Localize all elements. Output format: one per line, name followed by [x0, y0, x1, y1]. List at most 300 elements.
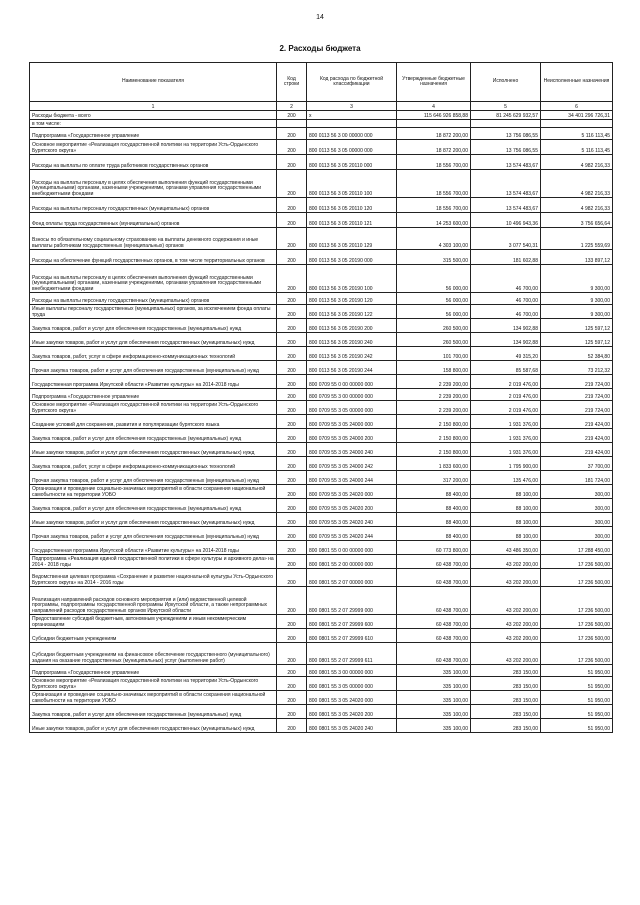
row-classification-cell — [307, 120, 397, 128]
row-unexecuted-cell: 51 950,00 — [541, 705, 613, 719]
row-classification-cell: 800 0113 56 3 05 20190 242 — [307, 347, 397, 361]
row-name-cell: Расходы на обеспечение функций государственных органов, в том числе территориальных органов — [30, 250, 277, 265]
row-classification-cell: 800 0801 55 2 07 29999 611 — [307, 643, 397, 665]
row-approved-cell — [397, 120, 471, 128]
table-row — [30, 429, 613, 443]
row-name-cell: Подпрограмма «Реализация единой государственной политики в сфере культуры и архивного дела» на 2014 - 2018 годы — [30, 555, 277, 569]
row-approved-cell: 88 400,00 — [397, 499, 471, 513]
table-row — [30, 170, 613, 198]
table-row — [30, 293, 613, 305]
row-unexecuted-cell: 125 597,12 — [541, 319, 613, 333]
row-name-cell: Иные закупки товаров, работ и услуг для обеспечения государственных (муниципальных) нужд — [30, 513, 277, 527]
row-code-cell: 200 — [277, 485, 307, 499]
table-row — [30, 265, 613, 293]
row-code-cell: 200 — [277, 691, 307, 705]
row-classification-cell: 800 0709 55 3 05 24020 200 — [307, 499, 397, 513]
table-row — [30, 415, 613, 429]
row-approved-cell: 60 438 700,00 — [397, 629, 471, 643]
table-row — [30, 333, 613, 347]
table-row — [30, 213, 613, 228]
row-name-cell: Прочая закупка товаров, работ и услуг для обеспечения государственных (муниципальных) нужд — [30, 471, 277, 485]
row-code-cell: 200 — [277, 333, 307, 347]
row-name-cell: Закупка товаров, работ, услуг в сфере информационно-коммуникационных технологий — [30, 347, 277, 361]
row-approved-cell: 60 438 700,00 — [397, 587, 471, 615]
row-approved-cell: 335 100,00 — [397, 665, 471, 677]
row-approved-cell: 60 438 700,00 — [397, 643, 471, 665]
row-code-cell: 200 — [277, 361, 307, 375]
table-row — [30, 198, 613, 213]
table-row — [30, 443, 613, 457]
row-unexecuted-cell: 5 116 113,45 — [541, 128, 613, 140]
row-approved-cell: 14 253 600,00 — [397, 213, 471, 228]
table-row — [30, 485, 613, 499]
row-executed-cell: 43 486 350,00 — [471, 541, 541, 555]
row-classification-cell: 800 0801 55 3 05 00000 000 — [307, 677, 397, 691]
row-classification-cell: 800 0709 55 3 05 24000 242 — [307, 457, 397, 471]
row-code-cell: 200 — [277, 140, 307, 155]
row-classification-cell: 800 0113 56 3 05 20110 129 — [307, 228, 397, 250]
row-approved-cell: 60 438 700,00 — [397, 555, 471, 569]
row-code-cell: 200 — [277, 429, 307, 443]
row-executed-cell: 135 476,00 — [471, 471, 541, 485]
table-row — [30, 665, 613, 677]
row-approved-cell: 2 150 800,00 — [397, 415, 471, 429]
row-code-cell: 200 — [277, 155, 307, 170]
row-name-cell: Закупка товаров, работ и услуг для обеспечения государственных (муниципальных) нужд — [30, 319, 277, 333]
table-row — [30, 615, 613, 629]
row-code-cell: 200 — [277, 213, 307, 228]
row-executed-cell: 81 245 629 932,57 — [471, 111, 541, 120]
page-number: 14 — [316, 14, 324, 21]
row-name-cell: Организация и проведение социально-значимых мероприятий в области сохранения национальной самобытности на территории УОБО — [30, 691, 277, 705]
table-row — [30, 140, 613, 155]
row-unexecuted-cell: 37 700,00 — [541, 457, 613, 471]
row-approved-cell: 18 556 700,00 — [397, 155, 471, 170]
row-name-cell: Прочая закупка товаров, работ и услуг для обеспечения государственных (муниципальных) нужд — [30, 361, 277, 375]
table-row — [30, 389, 613, 401]
row-unexecuted-cell: 17 236 500,00 — [541, 587, 613, 615]
row-name-cell: Подпрограмма «Государственное управление — [30, 128, 277, 140]
row-classification-cell: 800 0113 56 3 05 20190 122 — [307, 305, 397, 319]
table-row — [30, 471, 613, 485]
row-code-cell: 200 — [277, 677, 307, 691]
row-approved-cell: 2 239 200,00 — [397, 401, 471, 415]
table-row — [30, 541, 613, 555]
row-code-cell: 200 — [277, 719, 307, 733]
row-executed-cell: 43 202 200,00 — [471, 615, 541, 629]
row-classification-cell: 800 0801 55 0 00 00000 000 — [307, 541, 397, 555]
row-executed-cell: 43 202 200,00 — [471, 629, 541, 643]
row-executed-cell — [471, 120, 541, 128]
row-code-cell: 200 — [277, 457, 307, 471]
table-row — [30, 677, 613, 691]
row-code-cell: 200 — [277, 319, 307, 333]
table-row — [30, 361, 613, 375]
row-unexecuted-cell: 4 982 216,33 — [541, 155, 613, 170]
row-name-cell: Организация и проведение социально-значимых мероприятий в области сохранения национальной самобытности на территории УОБО — [30, 485, 277, 499]
row-classification-cell: 800 0801 55 2 07 00000 000 — [307, 569, 397, 587]
row-unexecuted-cell: 51 950,00 — [541, 665, 613, 677]
row-unexecuted-cell: 219 724,00 — [541, 375, 613, 389]
row-code-cell: 200 — [277, 228, 307, 250]
row-name-cell: Государственная программа Иркутской области «Развитие культуры» на 2014-2018 годы — [30, 375, 277, 389]
row-executed-cell: 43 202 200,00 — [471, 569, 541, 587]
row-approved-cell: 88 400,00 — [397, 485, 471, 499]
row-approved-cell: 18 872 200,00 — [397, 140, 471, 155]
row-executed-cell: 46 700,00 — [471, 293, 541, 305]
row-executed-cell: 13 574 483,67 — [471, 155, 541, 170]
row-classification-cell: 800 0113 56 3 05 20190 100 — [307, 265, 397, 293]
row-classification-cell: 800 0801 55 3 05 24020 200 — [307, 705, 397, 719]
row-classification-cell: 800 0709 55 0 00 00000 000 — [307, 375, 397, 389]
row-unexecuted-cell: 181 724,00 — [541, 471, 613, 485]
row-executed-cell: 2 019 476,00 — [471, 389, 541, 401]
row-executed-cell: 134 902,88 — [471, 333, 541, 347]
row-code-cell: 200 — [277, 198, 307, 213]
row-executed-cell: 283 150,00 — [471, 719, 541, 733]
row-unexecuted-cell: 9 300,00 — [541, 305, 613, 319]
row-code-cell: 200 — [277, 375, 307, 389]
row-unexecuted-cell: 4 982 216,33 — [541, 198, 613, 213]
table-row — [30, 128, 613, 140]
column-header: Код расхода по бюджетной классификации — [307, 63, 397, 102]
row-name-cell: Иные закупки товаров, работ и услуг для обеспечения государственных (муниципальных) нужд — [30, 333, 277, 347]
row-name-cell: Субсидии бюджетным учреждениям на финансовое обеспечение государственного (муниципального) задания на оказание государственных (муниципальных) услуг (выполнение работ) — [30, 643, 277, 665]
row-name-cell: Расходы на выплаты персоналу государственных (муниципальных) органов — [30, 198, 277, 213]
row-approved-cell: 335 100,00 — [397, 705, 471, 719]
row-classification-cell: 800 0709 55 3 00 00000 000 — [307, 389, 397, 401]
row-unexecuted-cell: 17 288 450,00 — [541, 541, 613, 555]
row-classification-cell: 800 0801 55 3 00 00000 000 — [307, 665, 397, 677]
row-executed-cell: 283 150,00 — [471, 677, 541, 691]
table-header-row — [30, 63, 613, 102]
column-number: 1 — [30, 102, 277, 111]
row-approved-cell: 335 100,00 — [397, 691, 471, 705]
row-unexecuted-cell: 1 225 559,69 — [541, 228, 613, 250]
row-executed-cell: 1 931 376,00 — [471, 429, 541, 443]
row-executed-cell: 1 931 376,00 — [471, 415, 541, 429]
row-executed-cell: 283 150,00 — [471, 691, 541, 705]
row-executed-cell: 3 077 540,31 — [471, 228, 541, 250]
row-unexecuted-cell: 4 982 216,33 — [541, 170, 613, 198]
row-unexecuted-cell: 219 724,00 — [541, 389, 613, 401]
row-executed-cell: 13 756 086,55 — [471, 128, 541, 140]
table-row — [30, 319, 613, 333]
row-code-cell: 200 — [277, 128, 307, 140]
column-number: 4 — [397, 102, 471, 111]
row-executed-cell: 1 931 376,00 — [471, 443, 541, 457]
table-body — [30, 111, 613, 733]
table-row — [30, 587, 613, 615]
row-name-cell: Расходы на выплаты персоналу государственных (муниципальных) органов — [30, 293, 277, 305]
row-approved-cell: 158 800,00 — [397, 361, 471, 375]
row-code-cell: 200 — [277, 705, 307, 719]
row-executed-cell: 1 795 900,00 — [471, 457, 541, 471]
row-unexecuted-cell: 219 424,00 — [541, 429, 613, 443]
column-header: Утвержденные бюджетные назначения — [397, 63, 471, 102]
row-unexecuted-cell: 5 116 113,45 — [541, 140, 613, 155]
row-code-cell: 200 — [277, 513, 307, 527]
row-executed-cell: 134 902,88 — [471, 319, 541, 333]
table-row — [30, 375, 613, 389]
row-executed-cell: 2 019 476,00 — [471, 401, 541, 415]
table-row — [30, 111, 613, 120]
row-approved-cell: 260 500,00 — [397, 319, 471, 333]
row-executed-cell: 49 315,20 — [471, 347, 541, 361]
row-name-cell: Создание условий для сохранения, развития и популяризации бурятского языка — [30, 415, 277, 429]
row-classification-cell: 800 0709 55 3 05 24000 200 — [307, 429, 397, 443]
row-classification-cell: 800 0113 56 3 05 20190 120 — [307, 293, 397, 305]
row-classification-cell: 800 0709 55 3 05 24020 000 — [307, 485, 397, 499]
row-code-cell: 200 — [277, 665, 307, 677]
row-name-cell: Иные выплаты персоналу государственных (муниципальных) органов, за исключением фонда оплаты труда — [30, 305, 277, 319]
row-code-cell: 200 — [277, 305, 307, 319]
row-unexecuted-cell: 125 597,12 — [541, 333, 613, 347]
row-approved-cell: 56 000,00 — [397, 305, 471, 319]
row-code-cell: 200 — [277, 293, 307, 305]
row-executed-cell: 13 574 483,67 — [471, 198, 541, 213]
row-classification-cell: 800 0709 55 3 05 24000 244 — [307, 471, 397, 485]
row-name-cell: Закупка товаров, работ и услуг для обеспечения государственных (муниципальных) нужд — [30, 499, 277, 513]
row-name-cell: Расходы на выплаты персоналу в целях обеспечения выполнения функций государственными (муниципальными) органами, казенными учреждениями, органами управления государственными внебюджетными фондами — [30, 170, 277, 198]
row-name-cell: Закупка товаров, работ и услуг для обеспечения государственных (муниципальных) нужд — [30, 429, 277, 443]
row-classification-cell: 800 0113 56 3 05 20110 120 — [307, 198, 397, 213]
table-row — [30, 250, 613, 265]
table-row — [30, 401, 613, 415]
row-executed-cell: 43 202 200,00 — [471, 643, 541, 665]
column-header: Наименование показателя — [30, 63, 277, 102]
row-unexecuted-cell: 51 950,00 — [541, 719, 613, 733]
table-row — [30, 705, 613, 719]
row-approved-cell: 56 000,00 — [397, 265, 471, 293]
table-row — [30, 120, 613, 128]
row-executed-cell: 283 150,00 — [471, 665, 541, 677]
row-unexecuted-cell: 17 236 500,00 — [541, 555, 613, 569]
row-approved-cell: 260 500,00 — [397, 333, 471, 347]
row-code-cell: 200 — [277, 569, 307, 587]
row-executed-cell: 2 019 476,00 — [471, 375, 541, 389]
table-row — [30, 569, 613, 587]
row-name-cell: Закупка товаров, работ и услуг для обеспечения государственных (муниципальных) нужд — [30, 705, 277, 719]
row-name-cell: Реализация направлений расходов основного мероприятия и (или) ведомственной целевой программы, подпрограммы государственной программы Иркутской области, а также непрограммных направлений расходов государственных органов Иркутской области — [30, 587, 277, 615]
row-approved-cell: 18 556 700,00 — [397, 198, 471, 213]
column-header: Код строки — [277, 63, 307, 102]
row-classification-cell: 800 0709 55 3 05 24020 244 — [307, 527, 397, 541]
row-unexecuted-cell: 219 424,00 — [541, 415, 613, 429]
row-code-cell: 200 — [277, 111, 307, 120]
table-row — [30, 527, 613, 541]
table-row — [30, 347, 613, 361]
row-classification-cell: 800 0709 55 3 05 24000 240 — [307, 443, 397, 457]
table-row — [30, 155, 613, 170]
row-classification-cell: 800 0709 55 3 05 24020 240 — [307, 513, 397, 527]
row-classification-cell: 800 0113 56 3 05 20110 000 — [307, 155, 397, 170]
row-code-cell — [277, 120, 307, 128]
row-classification-cell: 800 0801 55 3 05 24020 000 — [307, 691, 397, 705]
row-classification-cell: 800 0801 55 2 07 29999 600 — [307, 615, 397, 629]
row-name-cell: Иные закупки товаров, работ и услуг для обеспечения государственных (муниципальных) нужд — [30, 443, 277, 457]
row-classification-cell: 800 0113 56 3 05 00000 000 — [307, 140, 397, 155]
row-approved-cell: 115 646 926 858,88 — [397, 111, 471, 120]
row-executed-cell: 13 756 086,55 — [471, 140, 541, 155]
row-code-cell: 200 — [277, 587, 307, 615]
row-unexecuted-cell: 9 300,00 — [541, 265, 613, 293]
row-unexecuted-cell: 219 724,00 — [541, 401, 613, 415]
row-code-cell: 200 — [277, 170, 307, 198]
row-approved-cell: 88 400,00 — [397, 513, 471, 527]
row-classification-cell: 800 0801 55 3 05 24020 240 — [307, 719, 397, 733]
row-classification-cell: 800 0113 56 3 05 20190 000 — [307, 250, 397, 265]
row-executed-cell: 88 100,00 — [471, 527, 541, 541]
table-row — [30, 719, 613, 733]
row-executed-cell: 46 700,00 — [471, 265, 541, 293]
row-classification-cell: 800 0113 56 3 05 20190 200 — [307, 319, 397, 333]
column-header: Неисполненные назначения — [541, 63, 613, 102]
row-code-cell: 200 — [277, 555, 307, 569]
row-code-cell: 200 — [277, 389, 307, 401]
row-code-cell: 200 — [277, 541, 307, 555]
table-row — [30, 305, 613, 319]
row-classification-cell: 800 0801 55 2 00 00000 000 — [307, 555, 397, 569]
row-code-cell: 200 — [277, 499, 307, 513]
row-approved-cell: 88 400,00 — [397, 527, 471, 541]
row-unexecuted-cell: 300,00 — [541, 527, 613, 541]
row-code-cell: 200 — [277, 265, 307, 293]
row-approved-cell: 315 500,00 — [397, 250, 471, 265]
row-name-cell: Субсидии бюджетным учреждениям — [30, 629, 277, 643]
row-name-cell: Расходы на выплаты персоналу в целях обеспечения выполнения функций государственными (муниципальными) органами, казенными учреждениями, органами управления государственными внебюджетными фондами — [30, 265, 277, 293]
row-classification-cell: 800 0113 56 3 05 20190 244 — [307, 361, 397, 375]
table-row — [30, 513, 613, 527]
row-name-cell: Ведомственная целевая программа «Сохранение и развитие национальной культуры Усть-Ордынского Бурятского округа» на 2014 - 2016 годы — [30, 569, 277, 587]
expenditure-table — [29, 62, 613, 733]
row-approved-cell: 335 100,00 — [397, 677, 471, 691]
row-classification-cell: 800 0801 55 2 07 29999 610 — [307, 629, 397, 643]
row-approved-cell: 317 200,00 — [397, 471, 471, 485]
row-executed-cell: 88 100,00 — [471, 513, 541, 527]
row-approved-cell: 18 556 700,00 — [397, 170, 471, 198]
row-name-cell: Взносы по обязательному социальному страхованию на выплаты денежного содержания и иные выплаты работникам государственных (муниципальных) органов — [30, 228, 277, 250]
row-approved-cell: 4 303 100,00 — [397, 228, 471, 250]
row-name-cell: Прочая закупка товаров, работ и услуг для обеспечения государственных (муниципальных) нужд — [30, 527, 277, 541]
row-executed-cell: 43 202 200,00 — [471, 587, 541, 615]
table-row — [30, 457, 613, 471]
row-unexecuted-cell: 9 300,00 — [541, 293, 613, 305]
row-name-cell: Основное мероприятие «Реализация государственной политики на территории Усть-Ордынского Бурятского округа» — [30, 140, 277, 155]
table-row — [30, 228, 613, 250]
row-unexecuted-cell: 300,00 — [541, 499, 613, 513]
row-code-cell: 200 — [277, 471, 307, 485]
row-approved-cell: 335 100,00 — [397, 719, 471, 733]
row-name-cell: Основное мероприятие «Реализация государственной политики на территории Усть-Ордынского Бурятского округа» — [30, 401, 277, 415]
column-header: Исполнено — [471, 63, 541, 102]
row-unexecuted-cell: 17 236 500,00 — [541, 569, 613, 587]
row-unexecuted-cell: 133 897,12 — [541, 250, 613, 265]
row-approved-cell: 60 773 800,00 — [397, 541, 471, 555]
row-unexecuted-cell: 34 401 296 726,31 — [541, 111, 613, 120]
row-classification-cell: 800 0113 56 3 05 20190 240 — [307, 333, 397, 347]
row-unexecuted-cell: 17 236 500,00 — [541, 629, 613, 643]
row-executed-cell: 283 150,00 — [471, 705, 541, 719]
row-approved-cell: 56 000,00 — [397, 293, 471, 305]
row-unexecuted-cell: 17 236 500,00 — [541, 643, 613, 665]
row-unexecuted-cell: 3 756 656,64 — [541, 213, 613, 228]
row-name-cell: Закупка товаров, работ, услуг в сфере информационно-коммуникационных технологий — [30, 457, 277, 471]
section-title: 2. Расходы бюджета — [279, 44, 361, 53]
row-code-cell: 200 — [277, 443, 307, 457]
row-classification-cell: x — [307, 111, 397, 120]
row-classification-cell: 800 0113 56 3 05 20110 121 — [307, 213, 397, 228]
row-name-cell: в том числе: — [30, 120, 277, 128]
row-unexecuted-cell: 17 236 500,00 — [541, 615, 613, 629]
row-unexecuted-cell — [541, 120, 613, 128]
table-row — [30, 499, 613, 513]
row-executed-cell: 85 587,68 — [471, 361, 541, 375]
row-executed-cell: 10 496 943,36 — [471, 213, 541, 228]
row-approved-cell: 2 150 800,00 — [397, 429, 471, 443]
row-unexecuted-cell: 219 424,00 — [541, 443, 613, 457]
row-approved-cell: 18 872 200,00 — [397, 128, 471, 140]
column-number: 3 — [307, 102, 397, 111]
column-number: 2 — [277, 102, 307, 111]
row-unexecuted-cell: 300,00 — [541, 513, 613, 527]
row-unexecuted-cell: 51 950,00 — [541, 691, 613, 705]
row-executed-cell: 46 700,00 — [471, 305, 541, 319]
row-code-cell: 200 — [277, 615, 307, 629]
table-row — [30, 691, 613, 705]
row-code-cell: 200 — [277, 629, 307, 643]
row-approved-cell: 2 239 200,00 — [397, 375, 471, 389]
table-row — [30, 555, 613, 569]
row-name-cell: Расходы бюджета - всего — [30, 111, 277, 120]
row-approved-cell: 2 150 800,00 — [397, 443, 471, 457]
row-classification-cell: 800 0113 56 3 00 00000 000 — [307, 128, 397, 140]
row-unexecuted-cell: 300,00 — [541, 485, 613, 499]
row-code-cell: 200 — [277, 643, 307, 665]
row-approved-cell: 60 438 700,00 — [397, 569, 471, 587]
row-unexecuted-cell: 51 950,00 — [541, 677, 613, 691]
row-executed-cell: 88 100,00 — [471, 485, 541, 499]
row-executed-cell: 43 202 200,00 — [471, 555, 541, 569]
column-number-row — [30, 102, 613, 111]
row-classification-cell: 800 0709 55 3 05 24000 000 — [307, 415, 397, 429]
column-number: 5 — [471, 102, 541, 111]
row-code-cell: 200 — [277, 250, 307, 265]
row-approved-cell: 60 438 700,00 — [397, 615, 471, 629]
row-name-cell: Основное мероприятие «Реализация государственной политики на территории Усть-Ордынского Бурятского округа» — [30, 677, 277, 691]
row-unexecuted-cell: 73 212,32 — [541, 361, 613, 375]
row-unexecuted-cell: 52 384,80 — [541, 347, 613, 361]
row-name-cell: Подпрограмма «Государственное управление — [30, 389, 277, 401]
row-executed-cell: 181 602,88 — [471, 250, 541, 265]
row-approved-cell: 1 833 600,00 — [397, 457, 471, 471]
column-number: 6 — [541, 102, 613, 111]
row-code-cell: 200 — [277, 415, 307, 429]
row-executed-cell: 88 100,00 — [471, 499, 541, 513]
row-name-cell: Расходы на выплаты по оплате труда работников государственных органов — [30, 155, 277, 170]
row-code-cell: 200 — [277, 347, 307, 361]
row-name-cell: Предоставление субсидий бюджетным, автономным учреждениям и иным некоммерческим организациям — [30, 615, 277, 629]
row-classification-cell: 800 0801 55 2 07 29999 000 — [307, 587, 397, 615]
row-code-cell: 200 — [277, 527, 307, 541]
row-classification-cell: 800 0113 56 3 05 20110 100 — [307, 170, 397, 198]
table-row — [30, 643, 613, 665]
row-name-cell: Государственная программа Иркутской области «Развитие культуры» на 2014-2018 годы — [30, 541, 277, 555]
row-name-cell: Фонд оплаты труда государственных (муниципальных) органов — [30, 213, 277, 228]
row-classification-cell: 800 0709 55 3 05 00000 000 — [307, 401, 397, 415]
row-name-cell: Подпрограмма «Государственное управление — [30, 665, 277, 677]
row-approved-cell: 101 700,00 — [397, 347, 471, 361]
